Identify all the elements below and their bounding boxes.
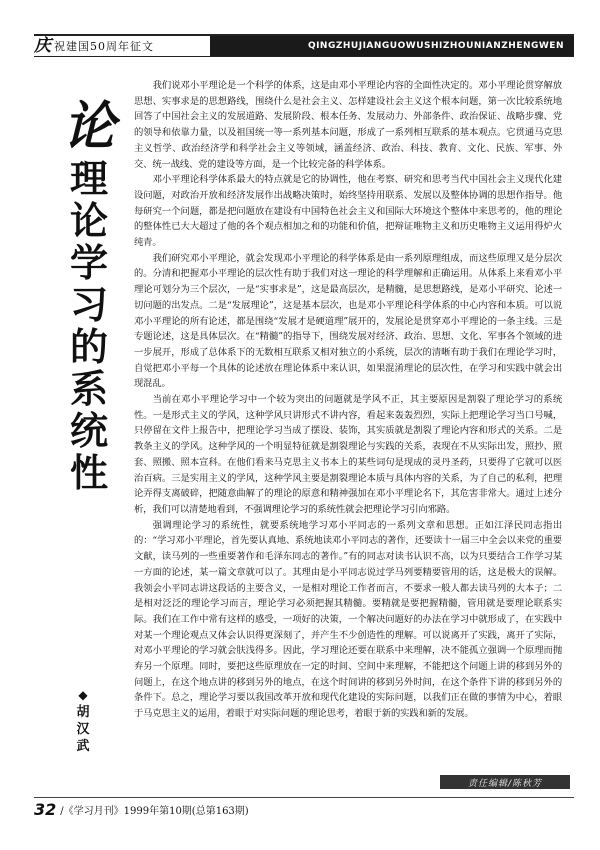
paragraph: 当前在邓小平理论学习中一个较为突出的问题就是学风不正，其主要原因是割裂了理论学习的系统性。一是形式主义的学风，这种学风只讲形式不讲内容，看起来轰轰烈烈，实际上把理论学习当口号喊，只停留在文件上报告中，把理论学习当成了摆设、装饰，其实质就是割裂了理论内容和形式的关系。二是教条主义的学风。这种学风的一个明显特征就是割裂理论与实践的关系，表现在不从实际出发，照抄、照套、照搬、照本宣科。在他们看来马克思主义书本上的某些词句是现成的灵丹圣药，只要得了它就可以医治百病。三是实用主义的学风，这种学风主要是割裂理论本质与具体内容的关系，为了自己的私利，把理论弄得支离破碎，把随意曲解了的理论的原意和精神强加在邓小平理论名下，其危害非常大。通过上述分析，我们可以清楚地看到，不强调理论学习的系统性就会把理论学习引向邪路。 [134, 394, 562, 515]
banner-pinyin: QINGZHUJIANGUOWUSHIZHOUNIANZHENGWEN [210, 36, 574, 56]
title-char: 的 [69, 325, 108, 369]
article-title [46, 97, 132, 495]
banner-left [34, 36, 210, 56]
title-char: 统 [69, 409, 108, 453]
author-char: 胡 [76, 705, 90, 720]
author-char: 武 [76, 739, 90, 754]
editor-credit: 责任编辑/陈秋芳 [440, 775, 570, 789]
title-char: 性 [69, 451, 108, 495]
title-char: 学 [69, 241, 108, 285]
title-char: 系 [69, 367, 108, 411]
paragraph: 我们研究邓小平理论，就会发现邓小平理论的科学体系是由一系列原理组成，而这些原理又是分层次的。分清和把握邓小平理论的层次性有助于我们对这一理论的科学理解和正确运用。从体系上来看邓小平理论可划分为三个层次，一是“实事求是”，这是最高层次，是精髓，是思想路线，是邓小平研究、论述一切问题的出发点。二是“发展理论”，这是基本层次，也是邓小平理论科学体系的中心内容和本质。可以说邓小平理论的所有论述，都是围绕“发展才是硬道理”展开的，发展论是贯穿邓小平理论的一条主线。三是专题论述，这是具体层次。在“精髓”的指导下，围绕发展对经济、政治、思想、文化、军事各个领域的进一步展开，形成了总体系下的无数相互联系又相对独立的小系统，层次的清晰有助于我们在理论学习时，自觉把邓小平每一个具体的论述放在理论体系中来认识，如果混淆理论的层次性，在学习和实践中就会出现混乱。 [134, 252, 562, 390]
author-byline [68, 688, 98, 755]
journal-citation: /《学习月刊》1999年第10期(总第163期) [60, 806, 249, 817]
diamond-bullet-icon: ◆ [78, 688, 88, 702]
paragraph: 强调理论学习的系统性，就要系统地学习邓小平同志的一系列文章和思想。正如江泽民同志指出的：“学习邓小平理论，首先要认真地、系统地读邓小平同志的著作，还要读十一届三中全会以来党的重要文献，读马列的一些重要著作和毛泽东同志的著作。”有的同志对读书认识不高，以为只要结合工作学习某一方面的论述，某一篇文章就可以了。其理由是小平同志说过学马列要精要管用的话，这是极大的误解。我领会小平同志讲这段话的主要含义，一是相对理论工作者而言，不要求一般人都去读马列的大本子；二是相对泛泛的理论学习而言，理论学习必须把握其精髓。要精就是要把握精髓，管用就是要理论联系实际。我们在工作中常有这样的感受，一项好的决策，一个解决问题好的办法在学习中就形成了，在实践中对某一个理论观点又体会认识得更深刻了，并产生不少创造性的理解。可以说离开了实践，离开了实际，对邓小平理论的学习就会肤浅得多。因此，学习理论还要在联系中来理解，决不能孤立强调一个原理而抛弃另一个原理。同时，要把这些原理放在一定的时间、空间中来理解，不能把这个问题上讲的移到另外的问题上，在这个地点讲的移到另外的地点，在这个时间讲的移到另外时间，在这个条件下讲的移到另外的条件下。总之，理论学习要以我国改革开放和现代化建设的实际问题，以我们正在做的事情为中心，着眼于马克思主义的运用，着眼于对实际问题的理论思考，着眼于新的实践和新的发展。 [134, 519, 562, 720]
author-char: 汉 [76, 722, 90, 737]
banner-initial: 庆 [34, 36, 51, 56]
title-char: 论 [69, 199, 108, 243]
title-char: 习 [69, 283, 108, 327]
series-banner [34, 34, 574, 57]
paragraph: 我们说邓小平理论是一个科学的体系，这是由邓小平理论内容的全面性决定的。邓小平理论贯穿解放思想、实事求是的思想路线，围绕什么是社会主义、怎样建设社会主义这个根本问题，第一次比较系统地回答了中国社会主义的发展道路、发展阶段、根本任务、发展动力、外部条件、政治保证、战略步骤、党的领导和依靠力量，以及祖国统一等一系列基本问题，形成了一系列相互联系的基本观点。它贯通马克思主义哲学、政治经济学和科学社会主义等领域，涵盖经济、政治、科技、教育、文化、民族、军事、外交、统一战线、党的建设等方面，是一个比较完备的科学体系。 [134, 80, 562, 170]
page-footer [34, 797, 574, 819]
page-number: 32 [34, 800, 57, 819]
title-char: 论 [62, 97, 115, 157]
banner-title: 祝建国50周年征文 [54, 40, 154, 53]
paragraph: 邓小平理论科学体系最大的特点就是它的协调性，他在考察、研究和思考当代中国社会主义现代化建设问题，对政治开放和经济发展作出战略决策时，始终坚持用联系、发展以及整体协调的思想作指导。他每研究一个问题，都是把问题放在建设有中国特色社会主义和国际大环境这个整体中来思考的，他的理论的整体性已大大超过了他的各个观点相加之和的功能和价值，把辩证唯物主义和历史唯物主义运用得炉火纯青。 [134, 174, 562, 249]
title-char: 理 [69, 157, 108, 201]
article-body [134, 78, 562, 722]
